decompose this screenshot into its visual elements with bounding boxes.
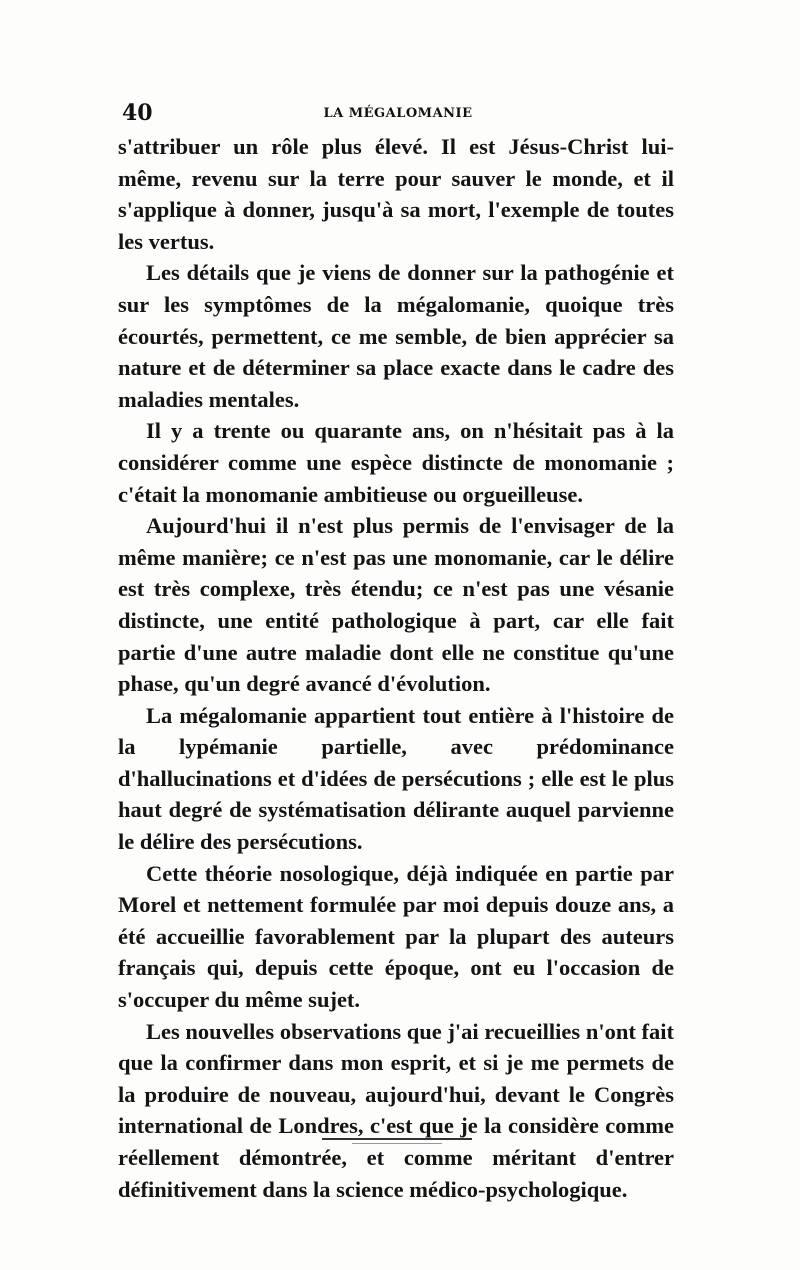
paragraph: La mégalomanie appartient tout entière à l'histoire de la lypémanie partielle, avec prédominance d'hallucinations et d'idées de persécutions ; elle est le plus haut degré de systématisation délirante auquel parvienne le délire des persécutions. <box>118 702 674 855</box>
end-rule <box>322 1138 472 1140</box>
paragraph: Il y a trente ou quarante ans, on n'hésitait pas à la considérer comme une espèce distincte de monomanie ; c'était la monomanie ambitieuse ou orgueilleuse. <box>118 418 674 507</box>
running-head <box>122 100 674 130</box>
running-title: LA MÉGALOMANIE <box>323 106 473 121</box>
paragraph: Cette théorie nosologique, déjà indiquée en partie par Morel et nettement formulée par moi depuis douze ans, a été accueillie favorablement par la plupart des auteurs français qui, depuis cette époque, ont eu l'occasion de s'occuper du même sujet. <box>118 860 674 1013</box>
paragraph: Aujourd'hui il n'est plus permis de l'envisager de la même manière; ce n'est pas une monomanie, car le délire est très complexe, très étendu; ce n'est pas une vésanie distincte, une entité pathologique à part, car elle fait partie d'une autre maladie dont elle ne constitue qu'une phase, qu'un degré avancé d'évolution. <box>118 513 674 697</box>
page-number: 40 <box>122 100 153 126</box>
paragraph: Les nouvelles observations que j'ai recueillies n'ont fait que la confirmer dans mon esprit, et si je me permets de la produire de nouveau, aujourd'hui, devant le Congrès international de Londres, c'est que je la considère comme réellement démontrée, et comme méritant d'entrer définitivement dans la science médico-psychologique. <box>118 1018 674 1202</box>
paragraph-continuation: s'attribuer un rôle plus élevé. Il est Jésus-Christ lui-même, revenu sur la terre pour sauver le monde, et il s'applique à donner, jusqu'à sa mort, l'exemple de toutes les vertus. <box>118 134 674 254</box>
body-text <box>118 131 674 1205</box>
paragraph: Les détails que je viens de donner sur la pathogénie et sur les symptômes de la mégalomanie, quoique très écourtés, permettent, ce me semble, de bien apprécier sa nature et de déterminer sa place exacte dans le cadre des maladies mentales. <box>118 260 674 412</box>
